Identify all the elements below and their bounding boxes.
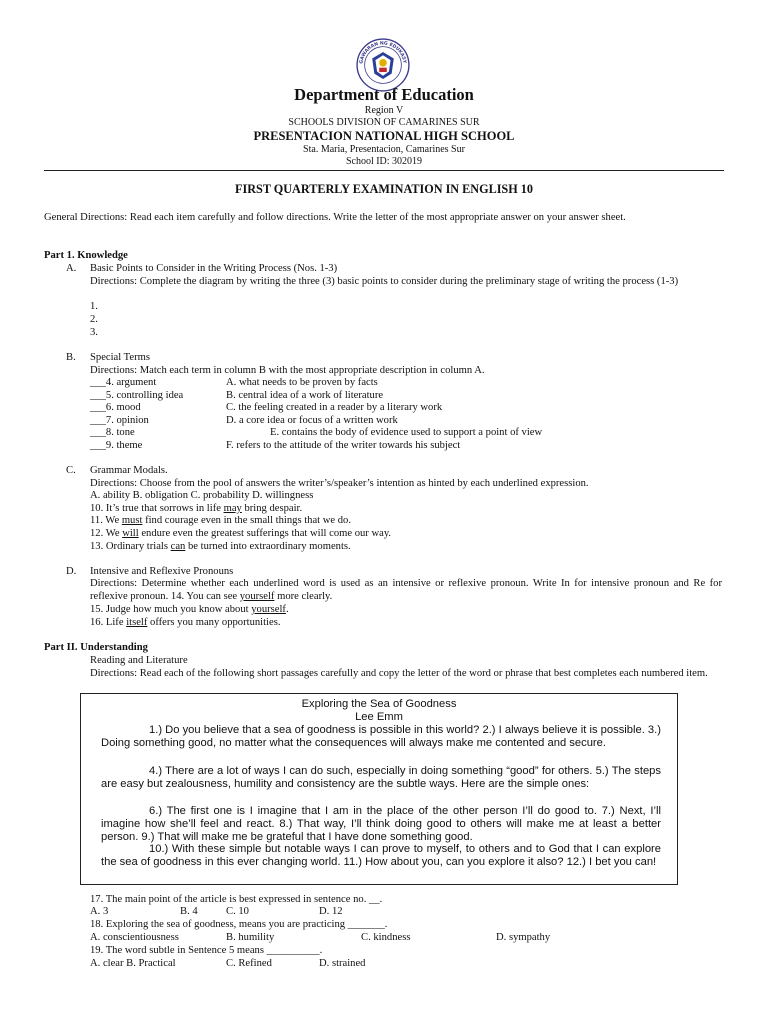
school-id: School ID: 302019: [345, 156, 423, 167]
match-description: F. refers to the attitude of the writer towards his subject: [226, 440, 461, 451]
match-description: B. central idea of a work of literature: [226, 390, 384, 401]
answer-option: D. sympathy: [496, 932, 551, 943]
answer-line-1: 1.: [90, 301, 98, 312]
question-item: 10. It’s true that sorrows in life may bring despair.: [90, 503, 303, 514]
region: Region V: [364, 105, 404, 116]
passage-paragraph: 4.) There are a lot of ways I can do such, especially in doing something “good” for others. 5.) The steps are easy but zealousness, humility and consistency are the subtle ways. Here are the simple ones:: [101, 765, 661, 790]
match-description: E. contains the body of evidence used to support a point of view: [270, 427, 543, 438]
reading-passage-box: [80, 693, 678, 885]
match-term: ___8. tone: [90, 427, 135, 438]
passage-paragraph: 1.) Do you believe that a sea of goodness is possible in this world? 2.) I always believe it is possible. 3.) Doing something good, no matter what the consequences will always make me contented and secure.: [101, 724, 661, 749]
answer-option: D. strained: [319, 958, 366, 969]
question-stem: 17. The main point of the article is best expressed in sentence no. __.: [90, 894, 383, 905]
question-item: 15. Judge how much you know about yourself.: [90, 604, 289, 615]
section-c-letter: C.: [66, 465, 76, 476]
section-d-letter: D.: [66, 566, 77, 577]
answer-option: A. clear B. Practical: [90, 958, 176, 969]
answer-line-3: 3.: [90, 327, 98, 338]
division: SCHOOLS DIVISION OF CAMARINES SUR: [288, 117, 480, 128]
question-stem: 19. The word subtle in Sentence 5 means __________.: [90, 945, 323, 956]
deped-seal-logo: [356, 38, 410, 92]
section-b-letter: B.: [66, 352, 76, 363]
section-d-directions: Directions: Determine whether each underlined word is used as an intensive or reflexive pronoun. Write In for intensive pronoun and Re for reflexive pronoun. 14. You can see yourself more clearly.: [90, 578, 722, 602]
section-d-title: Intensive and Reflexive Pronouns: [90, 566, 234, 577]
question-item: 13. Ordinary trials can be turned into extraordinary moments.: [90, 541, 351, 552]
section-a-directions: Directions: Complete the diagram by writing the three (3) basic points to consider during the preliminary stage of writing the process (1-3): [90, 276, 679, 287]
section-a-letter: A.: [66, 263, 77, 274]
part2-heading: Part II. Understanding: [44, 642, 148, 653]
match-term: ___7. opinion: [90, 415, 149, 426]
answer-option: B. 4: [180, 906, 198, 917]
answer-option: C. kindness: [361, 932, 411, 943]
answer-option: B. humility: [226, 932, 275, 943]
answer-option: C. Refined: [226, 958, 272, 969]
modal-choices: A. ability B. obligation C. probability D. willingness: [90, 490, 314, 501]
school-address: Sta. Maria, Presentacion, Camarines Sur: [303, 144, 465, 155]
part2-subheading: Reading and Literature: [90, 655, 188, 666]
general-directions: General Directions: Read each item carefully and follow directions. Write the letter of the most appropriate answer on your answer sheet.: [44, 212, 626, 223]
match-term: ___5. controlling idea: [90, 390, 184, 401]
passage-paragraph: 6.) The first one is I imagine that I am in the place of the other person I’ll do good to. 7.) Next, I’ll imagine how she’ll feel and react. 8.) That way, I’ll think doing good to others will make me at least a better person. 9.) That will make me be grateful that I have done something good.: [101, 805, 661, 843]
question-item: 12. We will endure even the greatest sufferings that will come our way.: [90, 528, 392, 539]
section-a-title: Basic Points to Consider in the Writing Process (Nos. 1-3): [90, 263, 338, 274]
question-stem: 18. Exploring the sea of goodness, means you are practicing _______.: [90, 919, 388, 930]
question-item: 16. Life itself offers you many opportunities.: [90, 617, 281, 628]
answer-option: A. 3: [90, 906, 109, 917]
answer-option: A. conscientiousness: [90, 932, 179, 943]
match-description: C. the feeling created in a reader by a literary work: [226, 402, 443, 413]
svg-text:KAGAWARAN NG EDUKASYON: GAWARAN NG EDUKASY: [359, 41, 407, 65]
match-description: D. a core idea or focus of a written work: [226, 415, 398, 426]
exam-title: FIRST QUARTERLY EXAMINATION IN ENGLISH 10: [235, 182, 533, 196]
department-name: Department of Education: [294, 85, 474, 104]
passage-paragraph: 10.) With these simple but notable ways I can prove to myself, to others and to God that I can explore the sea of goodness in this ever changing world. 11.) How about you, can you explore it also? 12.) I bet you can!: [101, 843, 661, 868]
match-term: ___6. mood: [90, 402, 141, 413]
section-b-title: Special Terms: [90, 352, 150, 363]
header-divider: [44, 170, 724, 171]
section-c-directions: Directions: Choose from the pool of answers the writer’s/speaker’s intention as hinted by each underlined expression.: [90, 478, 589, 489]
part1-heading: Part 1. Knowledge: [44, 250, 128, 261]
part2-directions: Directions: Read each of the following short passages carefully and copy the letter of the word or phrase that best completes each numbered item.: [90, 668, 708, 679]
passage-author: Lee Emm: [355, 711, 403, 723]
match-term: ___4. argument: [90, 377, 157, 388]
match-description: A. what needs to be proven by facts: [226, 377, 378, 388]
answer-line-2: 2.: [90, 314, 98, 325]
answer-option: D. 12: [319, 906, 343, 917]
passage-title: Exploring the Sea of Goodness: [301, 698, 457, 710]
school-name: PRESENTACION NATIONAL HIGH SCHOOL: [253, 129, 515, 143]
match-term: ___9. theme: [90, 440, 143, 451]
answer-option: C. 10: [226, 906, 249, 917]
question-item: 11. We must find courage even in the small things that we do.: [90, 515, 352, 526]
section-c-title: Grammar Modals.: [90, 465, 168, 476]
section-b-directions: Directions: Match each term in column B with the most appropriate description in column A.: [90, 365, 485, 376]
